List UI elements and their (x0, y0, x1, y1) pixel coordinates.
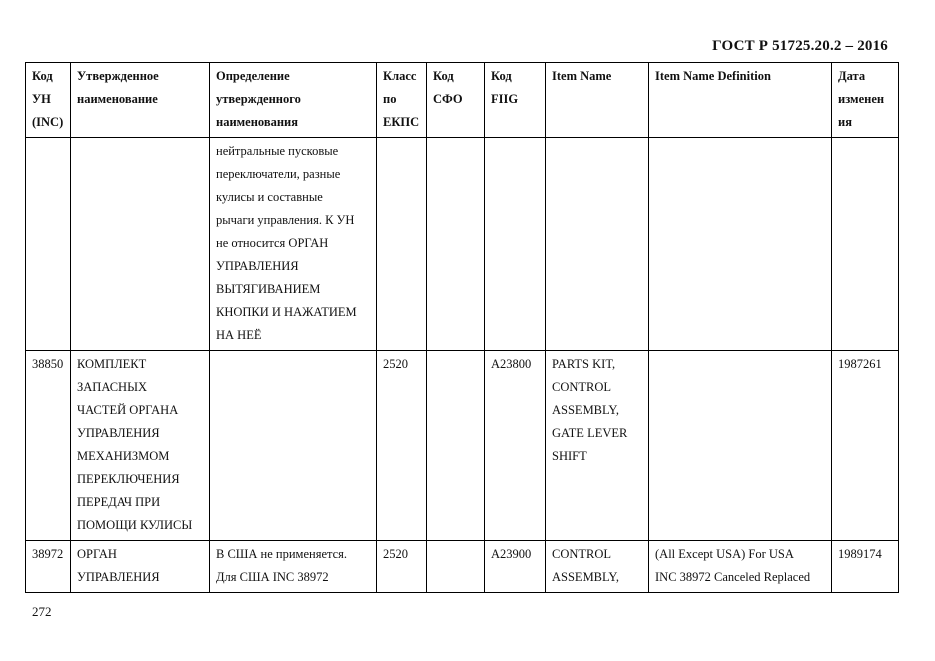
table-header-row (26, 63, 899, 138)
header-change-date: Дата изменен ия (832, 63, 899, 138)
cell-inc-code: 38850 (26, 351, 71, 541)
cell-item-name-definition (649, 351, 832, 541)
header-fiig-code: Код FIIG (485, 63, 546, 138)
cell-sfo-code (427, 138, 485, 351)
table-row (26, 138, 899, 351)
cell-approved-name (71, 138, 210, 351)
header-item-name-definition: Item Name Definition (649, 63, 832, 138)
cell-item-name-definition: (All Except USA) For USA INC 38972 Canceled Replaced (649, 541, 832, 593)
header-inc-code: Код УН (INC) (26, 63, 71, 138)
cell-item-name: PARTS KIT, CONTROL ASSEMBLY, GATE LEVER SHIFT (546, 351, 649, 541)
header-name-definition: Определение утвержденного наименования (210, 63, 377, 138)
cell-change-date (832, 138, 899, 351)
cell-sfo-code (427, 351, 485, 541)
cell-ekps-class (377, 138, 427, 351)
cell-item-name-definition (649, 138, 832, 351)
cell-sfo-code (427, 541, 485, 593)
cell-item-name (546, 138, 649, 351)
cell-inc-code (26, 138, 71, 351)
header-sfo-code: Код СФО (427, 63, 485, 138)
page-number: 272 (32, 604, 52, 619)
cell-approved-name: КОМПЛЕКТ ЗАПАСНЫХ ЧАСТЕЙ ОРГАНА УПРАВЛЕНИЯ МЕХАНИЗМОМ ПЕРЕКЛЮЧЕНИЯ ПЕРЕДАЧ ПРИ ПОМОЩИ КУЛИСЫ (71, 351, 210, 541)
cell-name-definition: В США не применяется. Для США INC 38972 (210, 541, 377, 593)
table-row (26, 541, 899, 593)
cell-name-definition: нейтральные пусковые переключатели, разные кулисы и составные рычаги управления. К УН не относится ОРГАН УПРАВЛЕНИЯ ВЫТЯГИВАНИЕМ КНОПКИ И НАЖАТИЕМ НА НЕЁ (210, 138, 377, 351)
header-item-name: Item Name (546, 63, 649, 138)
classification-table (25, 62, 899, 593)
cell-change-date: 1989174 (832, 541, 899, 593)
cell-ekps-class: 2520 (377, 351, 427, 541)
cell-ekps-class: 2520 (377, 541, 427, 593)
cell-item-name: CONTROL ASSEMBLY, (546, 541, 649, 593)
cell-approved-name: ОРГАН УПРАВЛЕНИЯ (71, 541, 210, 593)
cell-inc-code: 38972 (26, 541, 71, 593)
cell-fiig-code: A23900 (485, 541, 546, 593)
header-approved-name: Утвержденное наименование (71, 63, 210, 138)
cell-name-definition (210, 351, 377, 541)
cell-fiig-code (485, 138, 546, 351)
cell-change-date: 1987261 (832, 351, 899, 541)
table-row (26, 351, 899, 541)
cell-fiig-code: A23800 (485, 351, 546, 541)
header-ekps-class: Класс по ЕКПС (377, 63, 427, 138)
document-title: ГОСТ Р 51725.20.2 – 2016 (712, 38, 888, 54)
